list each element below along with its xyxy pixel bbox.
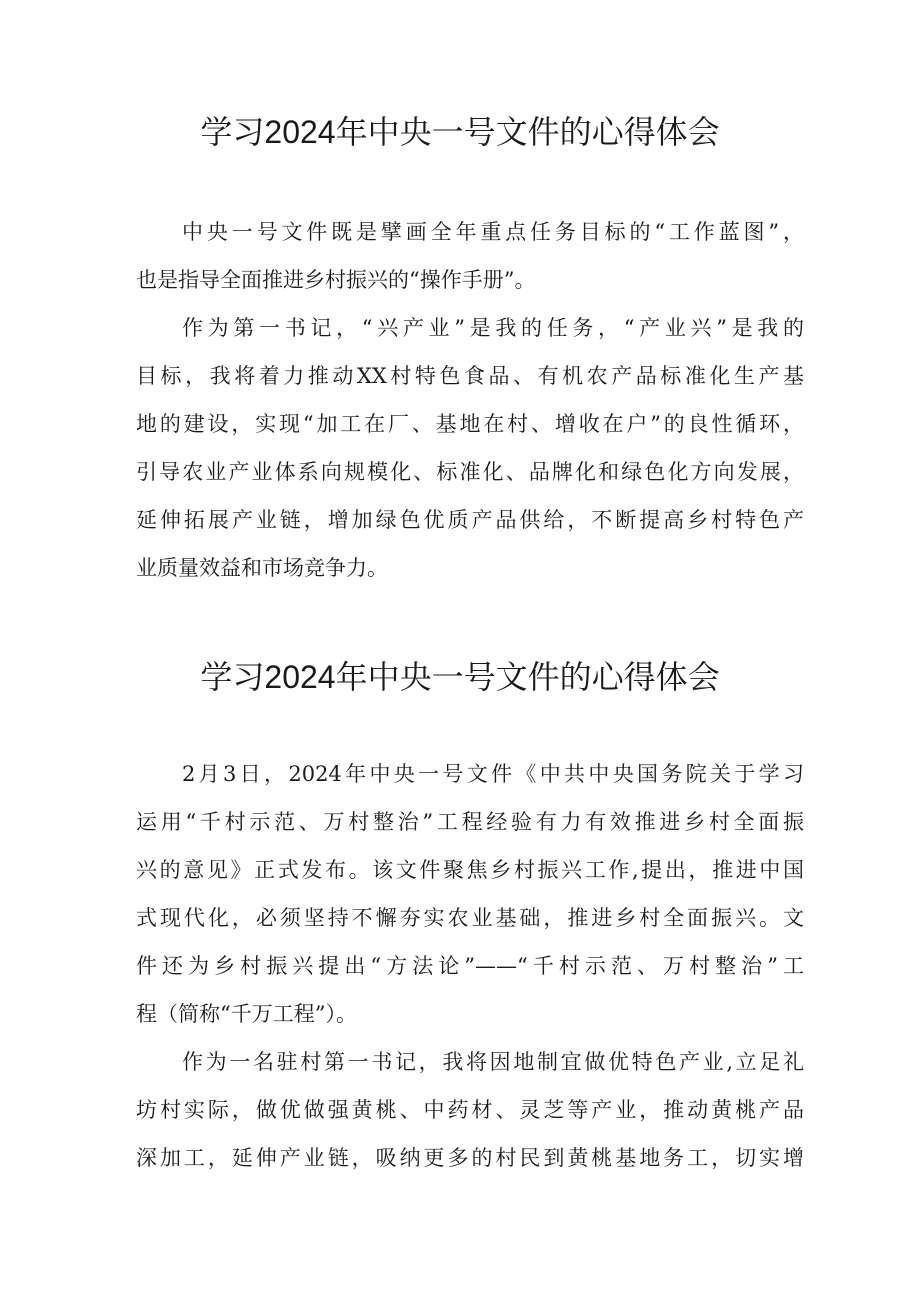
text-line: 深加工，延伸产业链，吸纳更多的村民到黄桃基地务工，切实增	[136, 1146, 804, 1170]
text-line: 运用“千村示范、万村整治”工程经验有力有效推进乡村全面振	[136, 810, 804, 834]
text-line: 业质量效益和市场竞争力。	[136, 556, 388, 580]
text-line: 件还为乡村振兴提出“方法论”——“千村示范、万村整治”工	[136, 954, 804, 978]
text-line: 2月3日，2024年中央一号文件《中共中央国务院关于学习	[182, 762, 804, 786]
text-line: 中央一号文件既是擘画全年重点任务目标的“工作蓝图”，	[182, 220, 804, 244]
section-title: 学习2024年中央一号文件的心得体会	[200, 114, 720, 150]
text-line: 延伸拓展产业链，增加绿色优质产品供给，不断提高乡村特色产	[136, 508, 804, 532]
text-line: 地的建设，实现“加工在厂、基地在村、增收在户”的良性循环，	[136, 412, 804, 436]
text-line: 兴的意见》正式发布。该文件聚焦乡村振兴工作,提出，推进中国	[136, 858, 804, 882]
text-line: 式现代化，必须坚持不懈夯实农业基础，推进乡村全面振兴。文	[136, 906, 804, 930]
paragraph	[136, 750, 804, 1038]
text-line: 也是指导全面推进乡村振兴的“操作手册”。	[136, 268, 536, 292]
paragraph	[136, 304, 804, 592]
text-line: 目标，我将着力推动XX村特色食品、有机农产品标准化生产基	[136, 364, 804, 388]
text-line: 程（简称“千万工程”）。	[136, 1002, 357, 1026]
paragraph	[136, 208, 804, 304]
paragraph	[136, 1038, 804, 1182]
section-title: 学习2024年中央一号文件的心得体会	[200, 659, 720, 695]
text-line: 作为第一书记，“兴产业”是我的任务，“产业兴”是我的	[182, 316, 804, 340]
text-line: 作为一名驻村第一书记，我将因地制宜做优特色产业,立足礼	[182, 1050, 804, 1074]
text-line: 引导农业产业体系向规模化、标准化、品牌化和绿色化方向发展，	[136, 460, 804, 484]
text-line: 坊村实际，做优做强黄桃、中药材、灵芝等产业，推动黄桃产品	[136, 1098, 804, 1122]
